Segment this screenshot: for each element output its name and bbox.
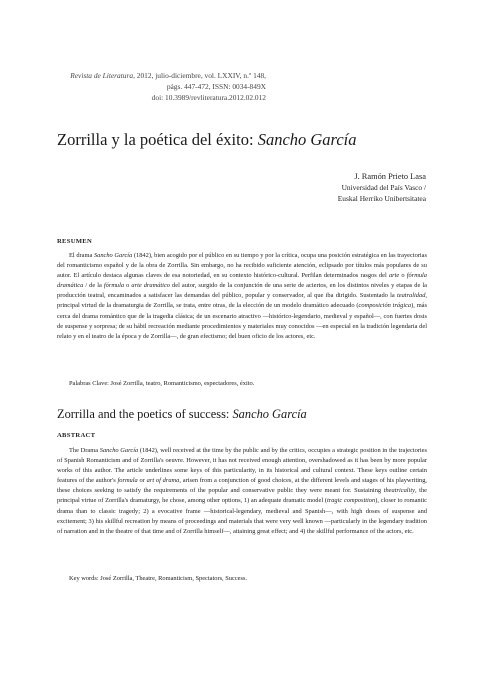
resumen-seg: / de la: [83, 282, 104, 290]
citation-block: [26, 70, 266, 103]
abstract-keywords-label: Key words:: [69, 575, 99, 582]
article-title-main: Zorrilla y la poética del éxito:: [57, 130, 258, 149]
resumen-italic: Sancho García: [93, 252, 133, 259]
abstract-seg: (1842), well received at the time by the public and by the critics, occupies a strategic position in the trajectories of Spanish Romanticism and of Zorrilla's oeuvre. However, it has not received enough attention, overshadowed as it has been by more popular works of this author. The article underlines some keys of this particularity, in its historical and cultural context. These keys outline certain features of the author's: [57, 447, 427, 485]
resumen-heading: RESUMEN: [57, 238, 93, 245]
journal-name: Revista de Literatura,: [70, 71, 135, 80]
english-title-italic: Sancho García: [232, 407, 307, 421]
abstract-seg: , the principal virtue of Zorrilla's dramaturgy, he chose, among other options, 1) an adequate dramatic model (: [57, 487, 427, 505]
resumen-seg: del autor, surgido de la conjunción de una serie de aciertos, en los distintos niveles y etapas de la producción teatral, encaminados a satisfacer las demandas del público, popular y conservador, al que iba dirigido. Sustentado la: [57, 282, 427, 300]
resumen-italic: composición trágica: [358, 302, 412, 310]
abstract-heading: ABSTRACT: [57, 432, 96, 439]
article-title-italic: Sancho García: [257, 130, 357, 149]
resumen-italic: fórmula: [103, 282, 125, 290]
resumen-italic: arte: [388, 272, 400, 280]
abstract-italic: art of drama: [146, 477, 180, 485]
author-affiliation-2: Euskal Herriko Unibertsitatea: [337, 193, 426, 203]
resumen-seg: (1842), bien acogido por el público en su tiempo y por la crítica, ocupa una posición estratégica en las trayectorias del romanticismo español y de la obra de Zorrilla. Sin embargo, no ha recibido suficiente atención, eclipsado por títulos más populares de su autor. El artículo destaca algunas claves de esa notoriedad, en su contexto histórico-cultural. Perfilan determinados rasgos del: [57, 252, 428, 280]
author-affiliation-1: Universidad del País Vasco /: [341, 183, 426, 192]
english-title-main: Zorrilla and the poetics of success:: [57, 407, 233, 421]
abstract-italic: tragic composition: [326, 497, 376, 505]
author-name: J. Ramón Prieto Lasa: [354, 172, 426, 181]
resumen-seg: , principal virtud de la dramaturgia de Zorrilla, se trata, entre otras, de la elección de un modelo dramático adecuado (: [57, 292, 427, 310]
abstract-seg: ), closer to romantic drama than to classic tragedy; 2) a evocative frame —historical-legendary, medieval and Spanish—, with high doses of suspense and excitement; 3) his skillful recreation by means of proceedings and materials that were very well known —particularly in the legendary tradition of narration and in the theatre of that time and of Zorrilla himself—, attaining great effect; and 4) the skillful performance of the actors, etc.: [57, 497, 428, 535]
abstract-italic: theatricality: [383, 487, 415, 495]
resumen-seg: o: [399, 272, 407, 280]
abstract-seg: , arisen from a conjunction of good choices, at the different levels and stages of his playwriting, these choices seeking to satisfy the requirements of the popular and conservative public they were meant for. Sustaining: [57, 477, 427, 495]
abstract-keywords: [69, 574, 427, 584]
resumen-italic: fórmula dramática: [57, 272, 428, 290]
citation-pages: págs. 447-472, ISSN: 0034-849X: [166, 82, 266, 91]
abstract-italic: Sancho García: [99, 447, 139, 454]
citation-line-1: [26, 70, 266, 81]
author-block: [166, 171, 426, 204]
abstract-text: [57, 446, 427, 537]
resumen-keywords-list: José Zorrilla, teatro, Romanticismo, espectadores, éxito.: [108, 380, 255, 387]
abstract-seg: or: [137, 477, 147, 485]
abstract-seg: The Drama: [69, 447, 100, 454]
citation-doi: doi: 10.3989/revliteratura.2012.02.012: [151, 93, 266, 102]
resumen-italic: teatralidad: [396, 292, 426, 300]
resumen-italic: arte dramático: [131, 282, 170, 290]
english-title: [57, 406, 437, 422]
abstract-keywords-list: José Zorrilla, Theatre, Romanticism, Spectators, Success.: [98, 575, 248, 582]
resumen-seg: El drama: [69, 252, 94, 259]
resumen-seg: ), más cerca del drama romántico que de la tragedia clásica; de un escenario atractivo —histórico-legendario, medieval y español—, con fuertes dosis de suspense y sorpresa; de su hábil recreación mediante procedimientos y materiales muy conocidos —en especial en la tradición legendaria del relato y en el teatro de la época y de Zorrilla—, de gran efectismo; del buen oficio de los actores, etc.: [57, 302, 427, 340]
resumen-keywords-label: Palabras Clave:: [69, 380, 109, 387]
resumen-keywords: [69, 379, 427, 389]
article-title: [57, 130, 437, 150]
abstract-italic: formula: [117, 477, 138, 485]
journal-issue: 2012, julio-diciembre, vol. LXXIV, n.º 148,: [136, 71, 266, 80]
resumen-text: [57, 251, 427, 342]
resumen-seg: o: [124, 282, 132, 290]
